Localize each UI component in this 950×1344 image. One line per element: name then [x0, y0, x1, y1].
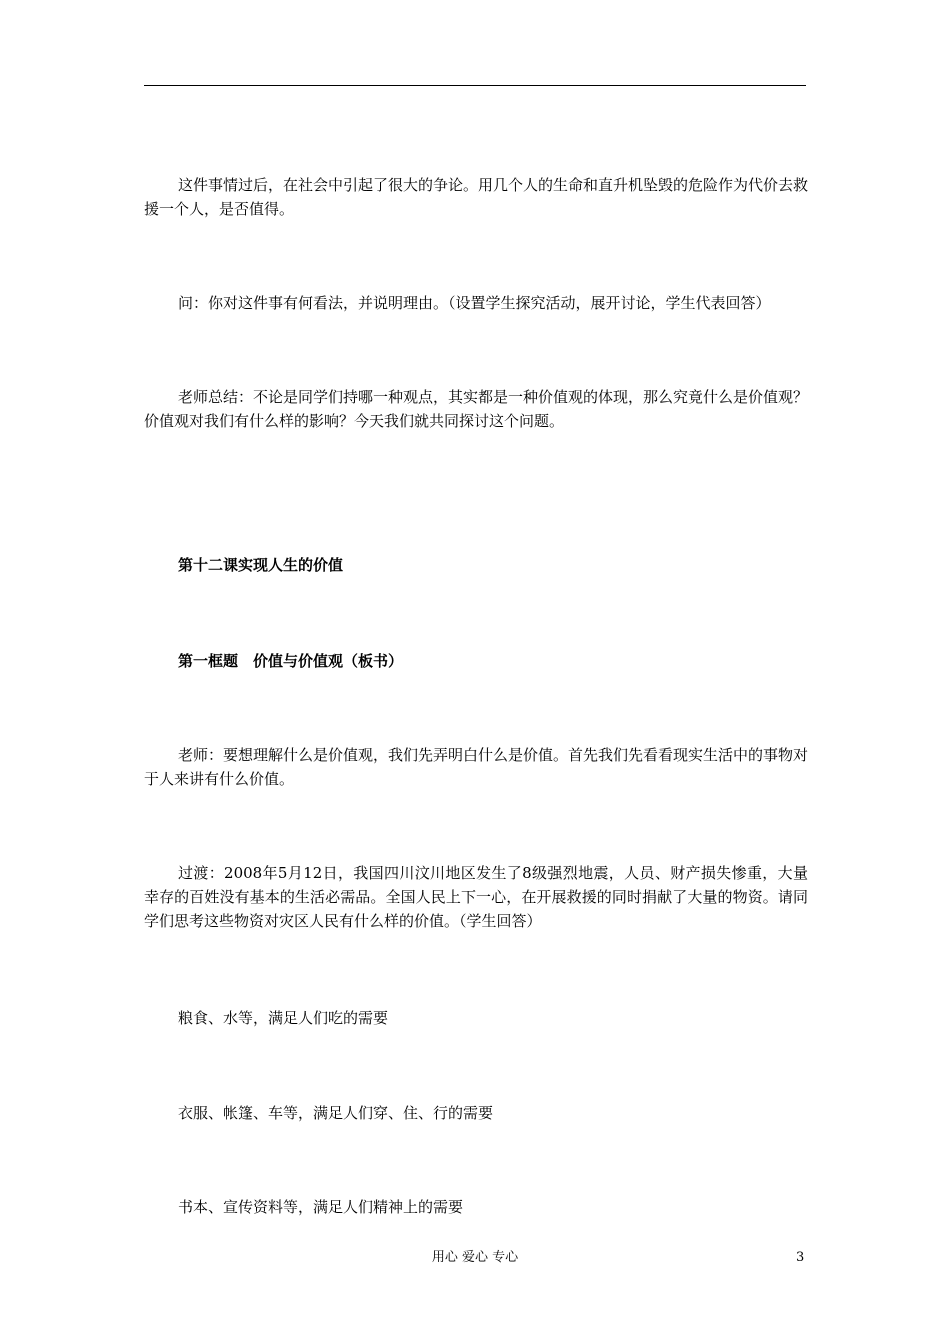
paragraph-books: 书本、宣传资料等，满足人们精神上的需要	[178, 1198, 464, 1216]
paragraph-teacher-summary: 老师总结：不论是同学们持哪一种观点，其实都是一种价值观的体现，那么究竟什么是价值观？价值观对我们有什么样的影响？今天我们就共同探讨这个问题。	[144, 388, 809, 430]
paragraph-teacher-intro: 老师：要想理解什么是价值观，我们先弄明白什么是价值。首先我们先看看现实生活中的事物对于人来讲有什么价值。	[144, 746, 809, 788]
footer-motto: 用心 爱心 专心	[431, 1250, 519, 1265]
paragraph-question: 问：你对这件事有何看法，并说明理由。（设置学生探究活动，展开讨论，学生代表回答）	[178, 294, 771, 312]
paragraph-controversy: 这件事情过后，在社会中引起了很大的争论。用几个人的生命和直升机坠毁的危险作为代价去救援一个人，是否值得。	[144, 176, 809, 218]
paragraph-transition: 过渡：2008年5月12日，我国四川汶川地区发生了8级强烈地震，人员、财产损失惨重，大量幸存的百姓没有基本的生活必需品。全国人民上下一心，在开展救援的同时捐献了大量的物资。请同学们思考这些物资对灾区人民有什么样的价值。（学生回答）	[144, 864, 808, 930]
page-number: 3	[796, 1250, 805, 1265]
header-rule	[144, 85, 806, 86]
paragraph-clothing-tents: 衣服、帐篷、车等，满足人们穿、住、行的需要	[178, 1104, 494, 1122]
section-title: 第一框题 价值与价值观（板书）	[178, 652, 404, 670]
lesson-title: 第十二课实现人生的价值	[178, 556, 344, 574]
paragraph-food-water: 粮食、水等，满足人们吃的需要	[178, 1009, 389, 1027]
